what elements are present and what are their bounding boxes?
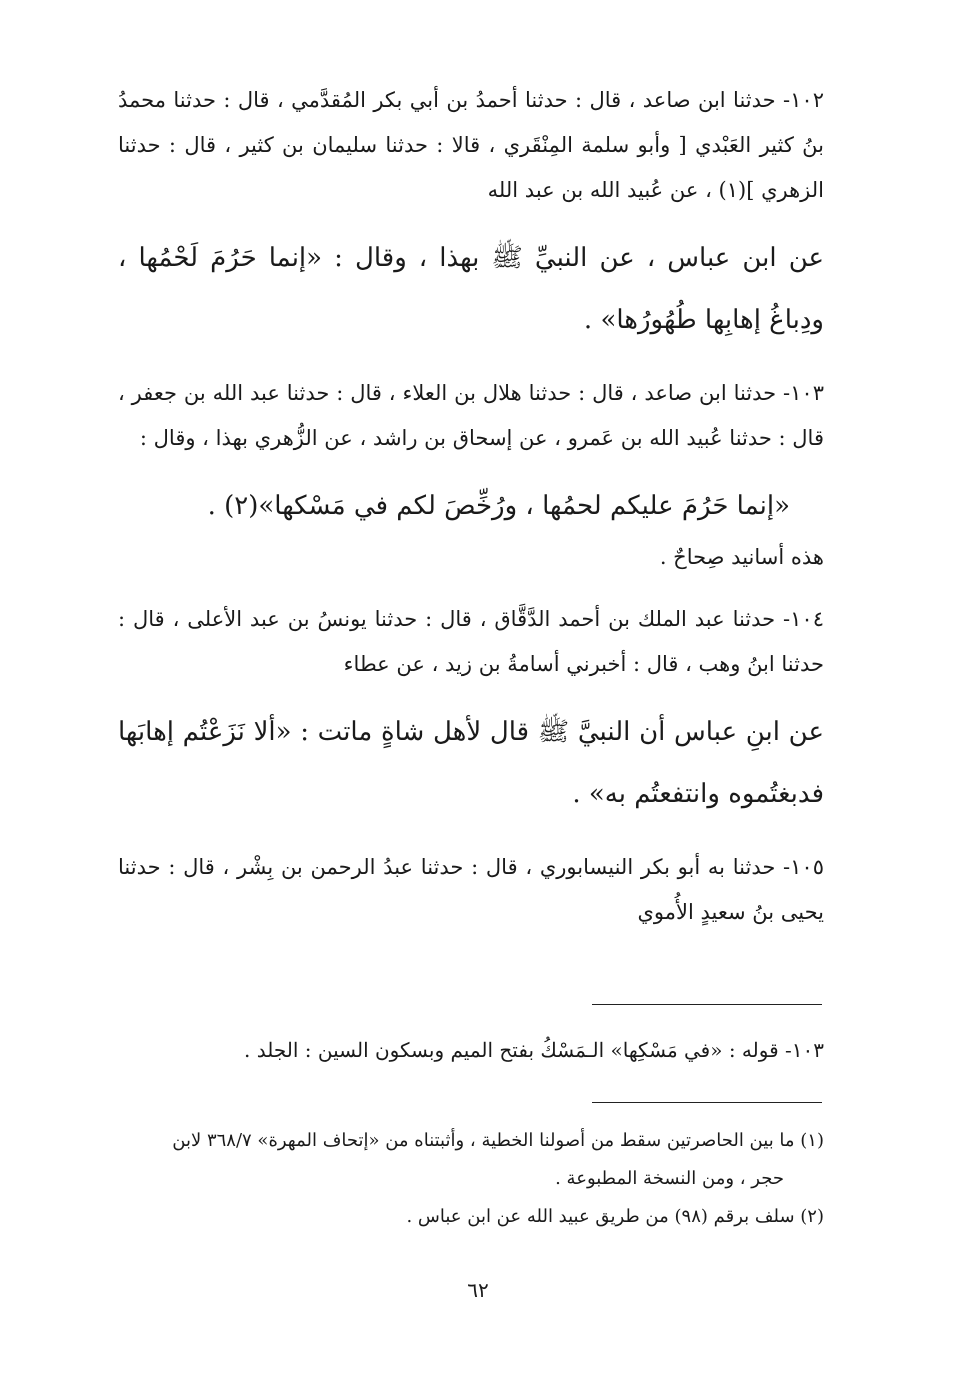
page-number: ٦٢ xyxy=(467,1278,489,1302)
footnotes xyxy=(118,1122,824,1236)
hadith-105-isnad: ١٠٥- حدثنا به أبو بكر النيسابوري ، قال : حدثنا عبدُ الرحمن بن بِشْر ، قال : حدثنا يحيى بنُ سعيدٍ الأُموي xyxy=(118,855,824,924)
main-text xyxy=(118,78,824,935)
footnote-1-line-1: (١) ما بين الحاصرتين سقط من أصولنا الخطية ، وأثبتناه من «إتحاف المهرة» ٣٦٨/٧ لابن xyxy=(172,1130,824,1151)
hadith-104-isnad: ١٠٤- حدثنا عبد الملك بن أحمد الدَّقَّاق ، قال : حدثنا يونسُ بن عبد الأعلى ، قال : حدثنا ابنُ وهب ، قال : أخبرني أسامةُ بن زيد ، عن عطاء xyxy=(118,607,824,676)
hadith-104-matn: عن ابنِ عباس أن النبيَّ ﷺ قال لأهل شاةٍ ماتت : «ألا نَزَعْتُم إهابَها فدبغتُموه وانتفعتُم به» . xyxy=(118,717,824,809)
hadith-103-isnad: ١٠٣- حدثنا ابن صاعد ، قال : حدثنا هلال بن العلاء ، قال : حدثنا عبد الله بن جعفر ، قال : حدثنا عُبيد الله بن عَمرو ، عن إسحاق بن راشد ، عن الزُّهري بهذا ، وقال : xyxy=(118,381,824,450)
hadith-102-isnad: ١٠٢- حدثنا ابن صاعد ، قال : حدثنا أحمدُ بن أبي بكر المُقدَّمي ، قال : حدثنا محمدُ بنُ كثير العَبْدي [ وأبو سلمة المِنْقَري ، قالا : حدثنا سليمان بن كثير ، قال : حدثنا الزهري ](١) ، عن عُبيد الله بن عبد الله xyxy=(118,88,824,202)
hadith-103-grading: هذه أسانيد صِحاحٌ . xyxy=(659,545,824,569)
hadith-102-matn: عن ابن عباس ، عن النبيِّ ﷺ بهذا ، وقال : «إنما حَرُمَ لَحْمُها ، ودِباغُ إهابِها طُهُورُها» . xyxy=(118,243,824,335)
commentary-note: ١٠٣- قوله : «في مَسْكِها» الـمَسْكُ بفتح الميم وبسكون السين : الجلد . xyxy=(244,1038,824,1062)
commentary-divider xyxy=(592,1004,822,1005)
footnote-divider xyxy=(592,1102,822,1103)
footnote-1-line-2: حجر ، ومن النسخة المطبوعة . xyxy=(555,1168,784,1189)
hadith-103-matn: «إنما حَرُمَ عليكم لحمُها ، ورُخِّصَ لكم في مَسْكها»(٢) . xyxy=(207,491,790,521)
footnote-2: (٢) سلف برقم (٩٨) من طريق عبيد الله عن ابن عباس . xyxy=(406,1206,824,1227)
